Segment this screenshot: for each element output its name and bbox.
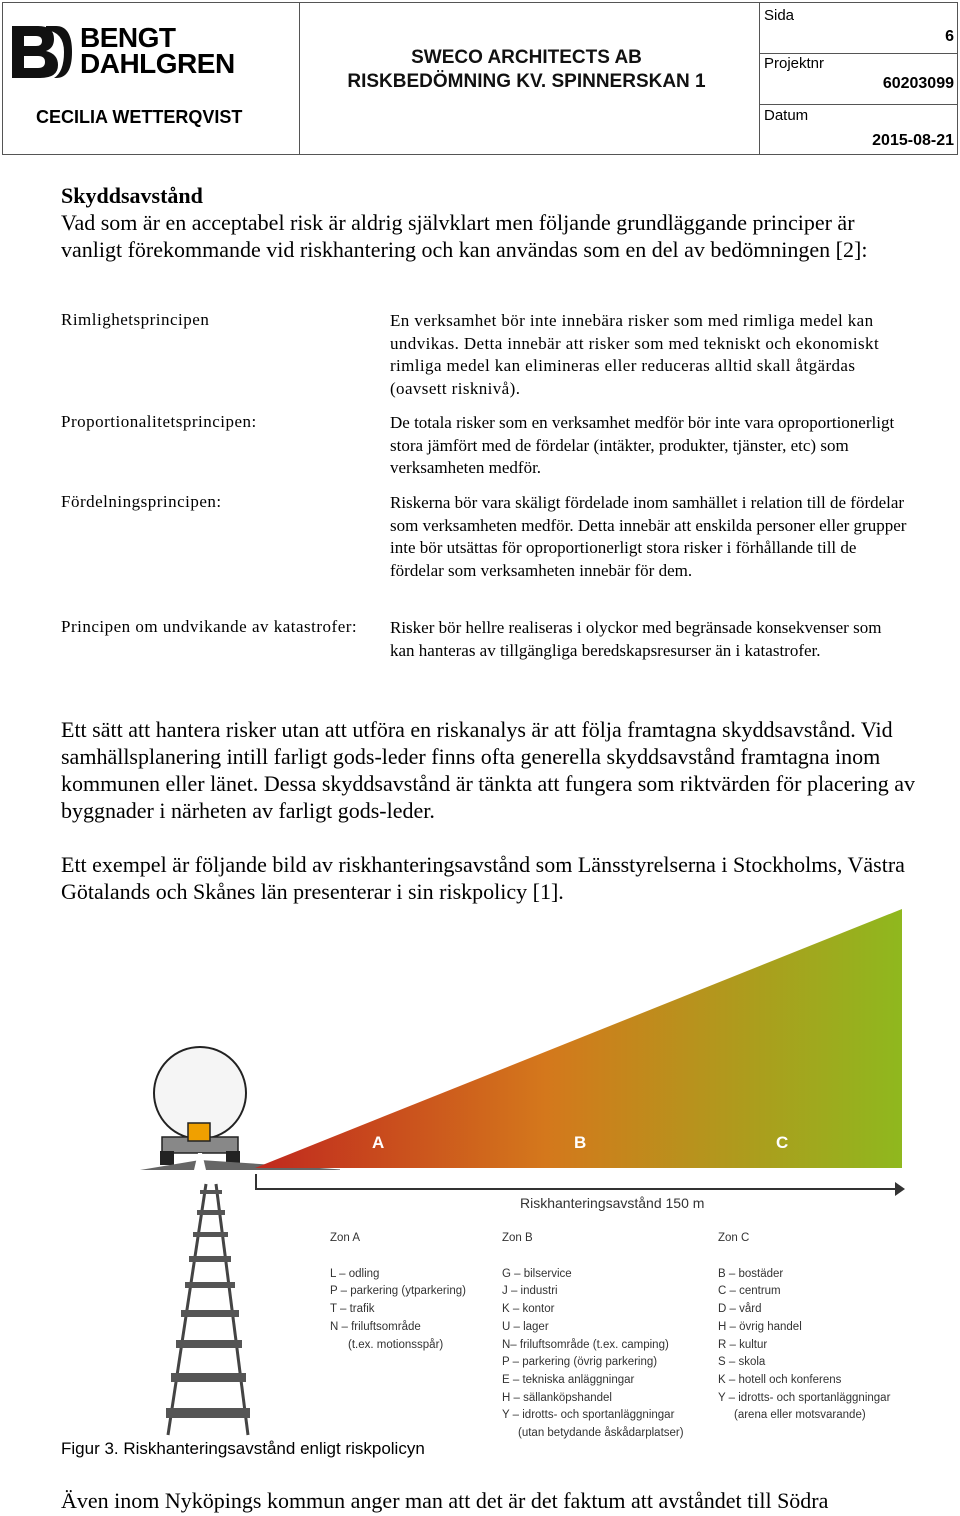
zone-item: C – centrum	[718, 1285, 781, 1298]
company-name: SWECO ARCHITECTS AB	[411, 47, 642, 68]
railway-track-icon	[148, 1180, 268, 1440]
zone-item: E – tekniska anläggningar	[502, 1373, 635, 1386]
figure-caption: Figur 3. Riskhanteringsavstånd enligt riskpolicyn	[61, 1439, 425, 1458]
zone-title: Zon B	[502, 1232, 533, 1244]
section-title: Skyddsavstånd	[61, 183, 203, 208]
zone-item: J – industri	[502, 1285, 558, 1298]
zone-a-letter: A	[372, 1133, 385, 1152]
principle-label: Rimlighetsprincipen	[61, 310, 210, 329]
principle-text: De totala risker som en verksamhet medför bör inte vara oproportionerligt stora jämfört med de fördelar (intäkter, produkter, tjänster, etc) som verksamheten medför.	[390, 413, 895, 477]
sida-value: 6	[945, 28, 954, 45]
logo-line1: BENGT	[80, 22, 176, 53]
zone-item: H – sällanköpshandel	[502, 1391, 612, 1404]
zone-b-letter: B	[574, 1133, 587, 1152]
zone-item: (utan betydande åskådarplatser)	[518, 1427, 684, 1440]
zone-item: L – odling	[330, 1267, 380, 1280]
zone-item: (arena eller motsvarande)	[734, 1409, 866, 1422]
zone-item: Y – idrotts- och sportanläggningar	[718, 1391, 891, 1404]
zone-c-letter: C	[776, 1133, 789, 1152]
zone-item: R – kultur	[718, 1338, 768, 1351]
zone-title: Zon C	[718, 1232, 750, 1244]
intro-paragraph: Vad som är en acceptabel risk är aldrig självklart men följande grundläggande principer är vanligt förekommande vid riskhantering och kan användas som en del av bedömningen [2]:	[61, 210, 868, 262]
zone-item: (t.ex. motionsspår)	[348, 1338, 444, 1351]
zone-item: H – övrig handel	[718, 1320, 802, 1333]
sida-label: Sida	[764, 7, 795, 24]
zone-item: S – skola	[718, 1356, 766, 1369]
zone-a-list	[330, 1230, 466, 1354]
bottom-paragraph: Även inom Nyköpings kommun anger man att det är det faktum att avståndet till Södra	[61, 1488, 829, 1513]
zone-item: K – hotell och konferens	[718, 1373, 842, 1386]
zone-item: P – parkering (övrig parkering)	[502, 1356, 658, 1369]
zone-item: Y – idrotts- och sportanläggningar	[502, 1409, 675, 1422]
company-logo	[10, 22, 250, 82]
principle-text: Risker bör hellre realiseras i olyckor med begränsade konsekvenser som kan hanteras av tillgängliga beredskapsresurser än i katastrofer.	[390, 618, 882, 660]
datum-label: Datum	[764, 107, 809, 124]
principle-text: Riskerna bör vara skäligt fördelade inom samhället i relation till de fördelar som verksamheten medför. Detta innebär att enskilda personer eller grupper inte bör utsättas för oproportionerligt stora risker i förhållande till de fördelar som verksamheten innebär för dem.	[390, 493, 907, 580]
zone-item: U – lager	[502, 1320, 549, 1333]
zone-item: T – trafik	[330, 1303, 375, 1316]
zone-c-list	[718, 1230, 890, 1425]
arrow-right-icon	[895, 1182, 905, 1196]
zone-b-list	[502, 1230, 684, 1443]
document-title: RISKBEDÖMNING KV. SPINNERSKAN 1	[347, 71, 706, 92]
zone-item: N – friluftsområde	[330, 1320, 421, 1333]
principle-label: Fördelningsprincipen:	[61, 492, 222, 511]
zone-item: B – bostäder	[718, 1267, 784, 1280]
paragraph-example: Ett exempel är följande bild av riskhanteringsavstånd som Länsstyrelserna i Stockholms, Västra Götalands och Skånes län presenterar i sin riskpolicy [1].	[61, 852, 905, 904]
distance-arrow	[255, 1182, 905, 1212]
zone-item: G – bilservice	[502, 1267, 572, 1280]
principle-label: Principen om undvikande av katastrofer:	[61, 617, 358, 636]
bd-logo-icon	[10, 22, 74, 80]
distance-label: Riskhanteringsavstånd 150 m	[520, 1195, 705, 1211]
projektnr-label: Projektnr	[764, 55, 825, 72]
datum-value: 2015-08-21	[872, 132, 954, 149]
paragraph-protection-distance: Ett sätt att hantera risker utan att utföra en riskanalys är att följa framtagna skyddsavstånd. Vid samhällsplanering intill farligt gods-leder finns ofta generella skyddsavstånd framtagna inom kommunen eller länet. Dessa skyddsavstånd är tänkta att fungera som riktvärden för placering av byggnader i närheten av farligt gods-leder.	[61, 717, 916, 823]
author-name: CECILIA WETTERQVIST	[36, 107, 243, 127]
zone-item: P – parkering (ytparkering)	[330, 1285, 466, 1298]
zone-item: K – kontor	[502, 1303, 555, 1316]
principle-text: En verksamhet bör inte innebära risker som med rimliga medel kan undvikas. Detta innebär att risker som med tekniskt och ekonomiskt rimliga medel kan elimineras eller reduceras alltid skall åtgärdas (oavsett risknivå).	[390, 311, 880, 398]
zone-title: Zon A	[330, 1232, 361, 1244]
zone-item: D – vård	[718, 1303, 762, 1316]
principle-label: Proportionalitetsprincipen:	[61, 412, 257, 431]
logo-line2: DAHLGREN	[80, 48, 235, 79]
zone-item: N– friluftsområde (t.ex. camping)	[502, 1338, 669, 1351]
projektnr-value: 60203099	[882, 75, 954, 92]
